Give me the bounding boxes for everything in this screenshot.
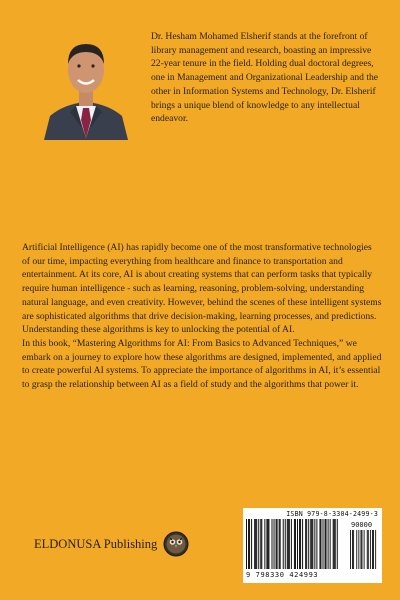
owl-logo-icon: [163, 531, 189, 557]
price-code: 90000: [351, 521, 373, 529]
publisher-name: ELDONUSA Publishing: [34, 536, 158, 551]
isbn-barcode: [243, 508, 382, 583]
description-paragraph: Artificial Intelligence (AI) has rapidly become one of the most transformative technologies of our time, impacting everything from healthcare and finance to transportation and entertainment. At its core, AI is about creating systems that can perform tasks that typically require human intelligence - such as learning, reasoning, problem-solving, understanding natural language, and even creativity. However, behind the scenes of these intelligent systems are sophisticated algorithms that drive decision-making, learning processes, and predictions. Understanding these algorithms is key to unlocking the potential of AI.: [22, 242, 382, 336]
isbn-number: ISBN 979-8-3304-2499-3: [286, 510, 378, 518]
book-description: [22, 241, 382, 392]
publisher-imprint: [34, 531, 189, 557]
author-bio: Dr. Hesham Mohamed Elsherif stands at the forefront of library management and research, boasting an impressive 22-year tenure in the field. Holding dual doctoral degrees, one in Management and Organizational Leadership and the other in Information Systems and Technology, Dr. Elsherif brings a unique blend of knowledge to any intellectual endeavor.: [151, 31, 379, 125]
description-paragraph: In this book, “Mastering Algorithms for AI: From Basics to Advanced Techniques,” we embark on a journey to explore how these algorithms are designed, implemented, and applied to create powerful AI systems. To appreciate the importance of algorithms in AI, it’s essential to grasp the relationship between AI as a field of study and the algorithms that power it.: [22, 337, 382, 391]
author-portrait-icon: [40, 20, 132, 140]
barcode-icon: [246, 519, 379, 571]
author-photo: [40, 20, 132, 140]
barcode-digits: 9 798330 424993: [246, 571, 319, 579]
